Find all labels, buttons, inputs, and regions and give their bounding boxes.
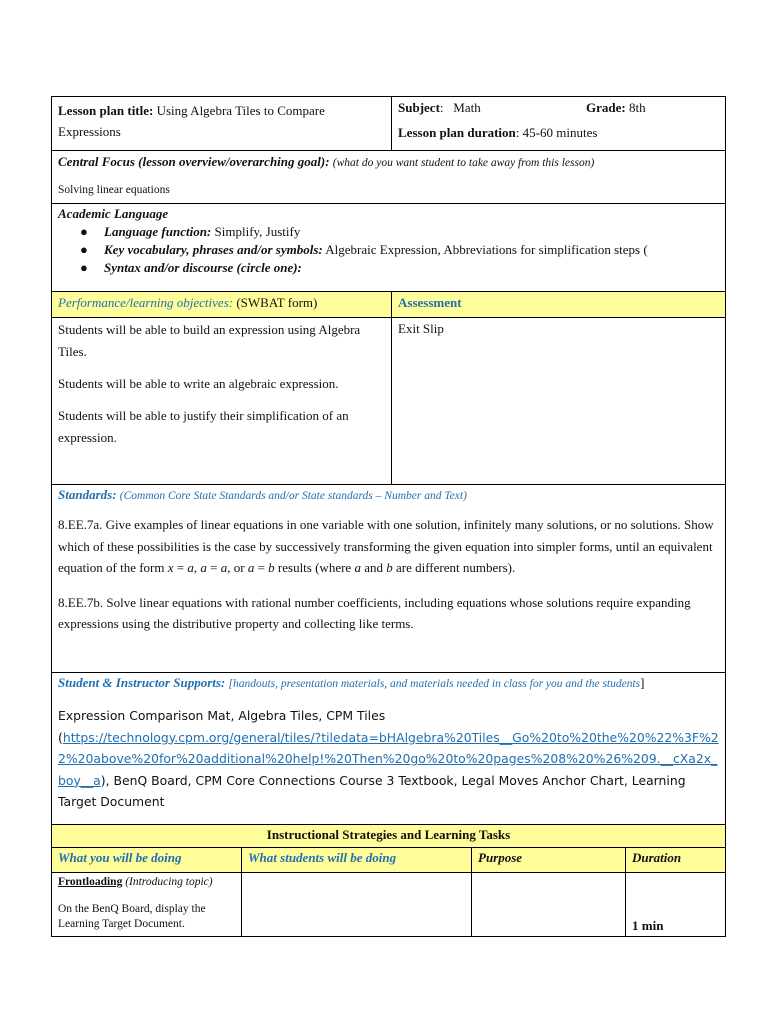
academic-language-row: [52, 204, 726, 292]
list-item: [80, 259, 719, 277]
duration-label: Lesson plan duration: [398, 124, 516, 140]
teacher-task-cell: [52, 873, 242, 937]
academic-language-list: [58, 223, 719, 277]
title-value: Using Algebra Tiles to Compare Expressions: [58, 103, 325, 139]
instructional-heading: Instructional Strategies and Learning Tasks: [266, 827, 511, 842]
academic-language-heading: Academic Language: [58, 206, 169, 221]
objectives-header-cell: [52, 292, 392, 318]
assessment-header-cell: [392, 292, 726, 318]
subject-grade-cell: Subject: Math Grade: 8th: [392, 97, 726, 123]
column-header: Purpose: [472, 848, 626, 873]
lesson-plan-table: [51, 96, 726, 848]
supports-text-end: ), BenQ Board, CPM Core Connections Course 3 Textbook, Legal Moves Anchor Chart, Learning Target Document: [58, 772, 686, 809]
objectives-body-cell: [52, 318, 392, 485]
objectives-body-row: [52, 318, 726, 485]
list-item: [80, 241, 719, 259]
assessment-body-cell: [392, 318, 726, 485]
supports-row: [52, 673, 726, 825]
central-focus-label: Central Focus (lesson overview/overarching goal):: [58, 154, 330, 169]
instructional-heading-cell: [52, 825, 726, 848]
lesson-plan-document: [51, 96, 725, 937]
cpm-tiles-link[interactable]: https://technology.cpm.org/general/tiles/?tiledata=bHAlgebra%20Tiles__Go%20to%20the%20%22%3F%22%20above%20for%20additional%20help!%20Then%20go%20to%20pages%208%20%26%209.__cXa2x_boy__a: [58, 729, 719, 788]
duration-value: 45-60 minutes: [522, 124, 598, 140]
supports-hint: [handouts, presentation materials, and materials needed in class for you and the students: [228, 678, 641, 690]
phase-hint: (Introducing topic): [125, 876, 213, 888]
standard-item: 8.EE.7a. Give examples of linear equations in one variable with one solution, infinitely many solutions, or no solutions. Show which of these possibilities is the case by successively transforming the given equation into simpler forms, until an equivalent equation of the form x = a, a = a, or a = b results (where a and b are different numbers).: [58, 517, 714, 575]
title-cell: [52, 97, 392, 151]
column-header: Duration: [626, 848, 726, 873]
header-row: [52, 97, 726, 123]
title-label: Lesson plan title:: [58, 103, 154, 118]
student-task-cell: [242, 873, 472, 937]
objectives-label-suffix: (SWBAT form): [236, 295, 318, 310]
language-function-label: Language function:: [104, 224, 212, 239]
standard-item: 8.EE.7b. Solve linear equations with rational number coefficients, including equations whose solutions require expanding expressions using the distributive property and collecting like terms.: [58, 594, 691, 631]
column-header: What you will be doing: [52, 848, 242, 873]
bullet-icon: ●: [80, 260, 88, 275]
standards-hint: (Common Core State Standards and/or State standards – Number and Text): [119, 490, 467, 502]
bullet-icon: ●: [80, 224, 88, 239]
duration-cell: [626, 873, 726, 937]
duration-cell: Lesson plan duration: 45-60 minutes: [392, 123, 726, 151]
objectives-label: Performance/learning objectives:: [58, 295, 234, 310]
standards-label: Standards:: [58, 487, 117, 502]
academic-language-cell: [52, 204, 726, 292]
supports-cell: Student & Instructor Supports: [handouts, presentation materials, and materials needed in class for you and the students] Expression Comparison Mat, Algebra Tiles, CPM Tiles (https://technology.cpm.org/general/tiles/?tiledata=bHAlgebra%20Tiles__Go%20to%20the%20%22%3F%22%20above%20for%20additional%20help!%20Then%20go%20to%20pages%208%20%26%209.__cXa2x_boy__a), BenQ Board, CPM Core Connections Course 3 Textbook, Legal Moves Anchor Chart, Learning Target Document: [52, 673, 726, 825]
list-item: [80, 223, 719, 241]
objectives-header-row: [52, 292, 726, 318]
syntax-discourse-label: Syntax and/or discourse (circle one):: [104, 260, 302, 275]
standards-row: [52, 485, 726, 673]
supports-text-start: Expression Comparison Mat, Algebra Tiles, CPM Tiles: [58, 708, 386, 723]
teacher-task-text: On the BenQ Board, display the Learning Target Document.: [58, 903, 206, 930]
objective-item: Students will be able to justify their simplification of an expression.: [58, 408, 349, 445]
supports-label: Student & Instructor Supports:: [58, 675, 226, 690]
purpose-cell: [472, 873, 626, 937]
instructional-heading-row: [52, 825, 726, 848]
grade-label: Grade:: [586, 100, 626, 115]
assessment-value: Exit Slip: [398, 321, 444, 336]
central-focus-row: [52, 151, 726, 204]
column-header: What students will be doing: [242, 848, 472, 873]
subject-value: Math: [453, 100, 481, 115]
standards-cell: [52, 485, 726, 673]
duration-value: 1 min: [632, 918, 664, 933]
supports-text: Expression Comparison Mat, Algebra Tiles, CPM Tiles (https://technology.cpm.org/general/tiles/?tiledata=bHAlgebra%20Tiles__Go%20to%20the%20%22%3F%22%20above%20for%20additional%20help!%20Then%20go%20to%20pages%208%20%26%209.__cXa2x_boy__a), BenQ Board, CPM Core Connections Course 3 Textbook, Legal Moves Anchor Chart, Learning Target Document: [58, 708, 719, 809]
central-focus-hint: (what do you want student to take away from this lesson): [332, 157, 595, 169]
central-focus-cell: [52, 151, 726, 204]
tasks-table: [51, 847, 726, 937]
assessment-label: Assessment: [398, 295, 462, 310]
key-vocabulary-label: Key vocabulary, phrases and/or symbols:: [104, 242, 323, 257]
objective-item: Students will be able to write an algebraic expression.: [58, 376, 339, 391]
subject-label: Subject: [398, 100, 440, 115]
key-vocabulary-value: Algebraic Expression, Abbreviations for simplification steps (: [325, 242, 648, 257]
bullet-icon: ●: [80, 242, 88, 257]
grade-value: 8th: [628, 100, 646, 115]
language-function-value: Simplify, Justify: [214, 224, 301, 239]
objective-item: Students will be able to build an expression using Algebra Tiles.: [58, 322, 361, 359]
table-row: [52, 873, 726, 937]
tasks-header-row: [52, 848, 726, 873]
central-focus-value: Solving linear equations: [58, 184, 170, 196]
phase-label: Frontloading: [58, 876, 123, 888]
